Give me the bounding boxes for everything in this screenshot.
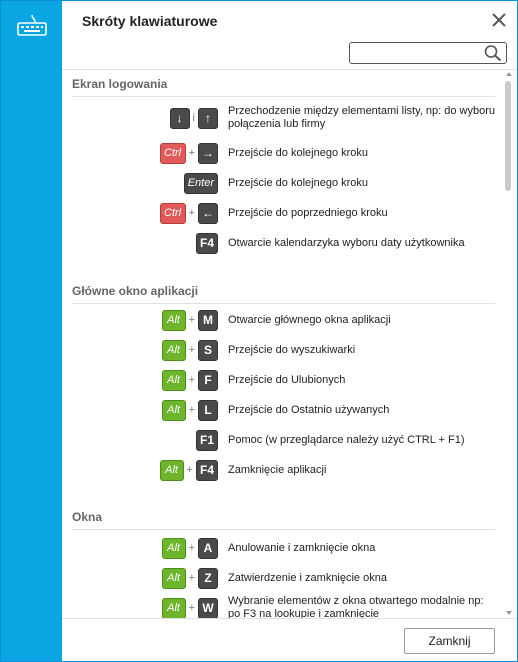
shortcut-description: Przejście do Ostatnio używanych xyxy=(228,403,390,416)
key-badge: Alt xyxy=(162,538,186,559)
shortcut-description: Przejście do Ulubionych xyxy=(228,373,346,386)
shortcut-description: Przejście do kolejnego kroku xyxy=(228,176,369,189)
search-box xyxy=(349,42,507,64)
shortcut-keys xyxy=(196,425,218,455)
key-separator: i xyxy=(192,112,195,124)
key-badge: F xyxy=(198,370,218,391)
shortcut-description: Przejście do wyszukiwarki xyxy=(228,343,356,356)
shortcut-description: Otwarcie głównego okna aplikacji xyxy=(228,313,391,326)
shortcut-keys xyxy=(170,103,218,133)
key-badge: Alt xyxy=(162,340,186,361)
shortcut-keys xyxy=(162,335,218,365)
shortcut-description: Przejście do kolejnego kroku xyxy=(228,146,369,159)
shortcut-row xyxy=(62,593,502,618)
shortcut-row xyxy=(62,563,502,593)
shortcut-description: Anulowanie i zamknięcie okna xyxy=(228,541,376,554)
key-badge: Alt xyxy=(160,460,184,481)
key-badge: Alt xyxy=(162,568,186,589)
search-input[interactable] xyxy=(353,45,481,61)
shortcut-row xyxy=(62,103,502,133)
dialog-sidebar xyxy=(1,1,62,661)
shortcut-row xyxy=(62,138,502,168)
key-badge: M xyxy=(198,310,218,331)
key-badge: Alt xyxy=(162,400,186,421)
shortcut-description: Zamknięcie aplikacji xyxy=(228,463,327,476)
shortcut-keys xyxy=(160,455,218,485)
key-badge: Alt xyxy=(162,370,186,391)
dialog-panel xyxy=(62,1,517,661)
shortcut-keys xyxy=(162,533,218,563)
dialog-footer xyxy=(62,618,517,661)
shortcut-row xyxy=(62,335,502,365)
shortcut-keys xyxy=(196,228,218,258)
vertical-scrollbar[interactable] xyxy=(503,69,515,618)
scroll-up-icon[interactable] xyxy=(506,72,512,76)
key-badge: L xyxy=(198,400,218,421)
key-separator: + xyxy=(188,602,195,614)
scrollbar-thumb[interactable] xyxy=(505,81,511,191)
shortcut-description: Pomoc (w przeglądarce należy użyć CTRL + F1) xyxy=(228,433,465,446)
close-button[interactable]: Zamknij xyxy=(404,628,495,654)
key-badge: Ctrl xyxy=(160,203,186,224)
shortcut-row xyxy=(62,533,502,563)
section-header: Okna xyxy=(72,506,495,530)
key-separator: + xyxy=(188,314,195,326)
shortcut-description: Zatwierdzenie i zamknięcie okna xyxy=(228,571,387,584)
shortcut-row xyxy=(62,305,502,335)
shortcut-row xyxy=(62,228,502,258)
shortcut-keys xyxy=(162,365,218,395)
key-badge: ↑ xyxy=(198,108,218,129)
key-badge: F4 xyxy=(196,460,218,481)
shortcut-row xyxy=(62,395,502,425)
key-badge: F1 xyxy=(196,430,218,451)
shortcut-keys xyxy=(184,168,218,198)
key-badge: → xyxy=(198,143,218,164)
key-separator: + xyxy=(188,207,195,219)
key-separator: + xyxy=(188,374,195,386)
shortcut-row xyxy=(62,455,502,485)
key-separator: + xyxy=(188,344,195,356)
key-badge: ↓ xyxy=(170,108,190,129)
key-badge: Alt xyxy=(162,598,186,619)
shortcut-description: Przechodzenie między elementami listy, np: do wyboru połączenia lub firmy xyxy=(228,105,495,130)
keyboard-icon xyxy=(17,13,47,37)
key-badge: Z xyxy=(198,568,218,589)
shortcut-row xyxy=(62,365,502,395)
dialog-title: Skróty klawiaturowe xyxy=(82,13,218,29)
key-separator: + xyxy=(188,572,195,584)
shortcut-description: Wybranie elementów z okna otwartego modalnie np: po F3 na lookupie i zamknięcie xyxy=(228,595,484,618)
close-icon[interactable] xyxy=(489,10,509,30)
section-header: Ekran logowania xyxy=(72,73,495,97)
key-badge: Enter xyxy=(184,173,218,194)
key-separator: + xyxy=(188,404,195,416)
key-badge: Ctrl xyxy=(160,143,186,164)
key-separator: + xyxy=(186,464,193,476)
key-badge: ← xyxy=(198,203,218,224)
shortcut-description: Otwarcie kalendarzyka wyboru daty użytkownika xyxy=(228,236,465,249)
shortcut-row xyxy=(62,425,502,455)
shortcut-keys xyxy=(162,305,218,335)
shortcut-keys xyxy=(162,593,218,618)
key-badge: W xyxy=(198,598,218,619)
key-separator: + xyxy=(188,147,195,159)
shortcut-keys xyxy=(160,138,218,168)
shortcuts-list[interactable] xyxy=(62,69,517,618)
shortcut-description: Przejście do poprzedniego kroku xyxy=(228,206,388,219)
shortcut-keys xyxy=(162,563,218,593)
shortcut-row xyxy=(62,168,502,198)
key-badge: A xyxy=(198,538,218,559)
key-badge: S xyxy=(198,340,218,361)
key-badge: Alt xyxy=(162,310,186,331)
scroll-down-icon[interactable] xyxy=(506,611,512,615)
shortcut-keys xyxy=(162,395,218,425)
key-separator: + xyxy=(188,542,195,554)
section-header: Główne okno aplikacji xyxy=(72,280,495,304)
search-icon[interactable] xyxy=(483,44,503,62)
key-badge: F4 xyxy=(196,233,218,254)
shortcut-keys xyxy=(160,198,218,228)
shortcut-row xyxy=(62,198,502,228)
